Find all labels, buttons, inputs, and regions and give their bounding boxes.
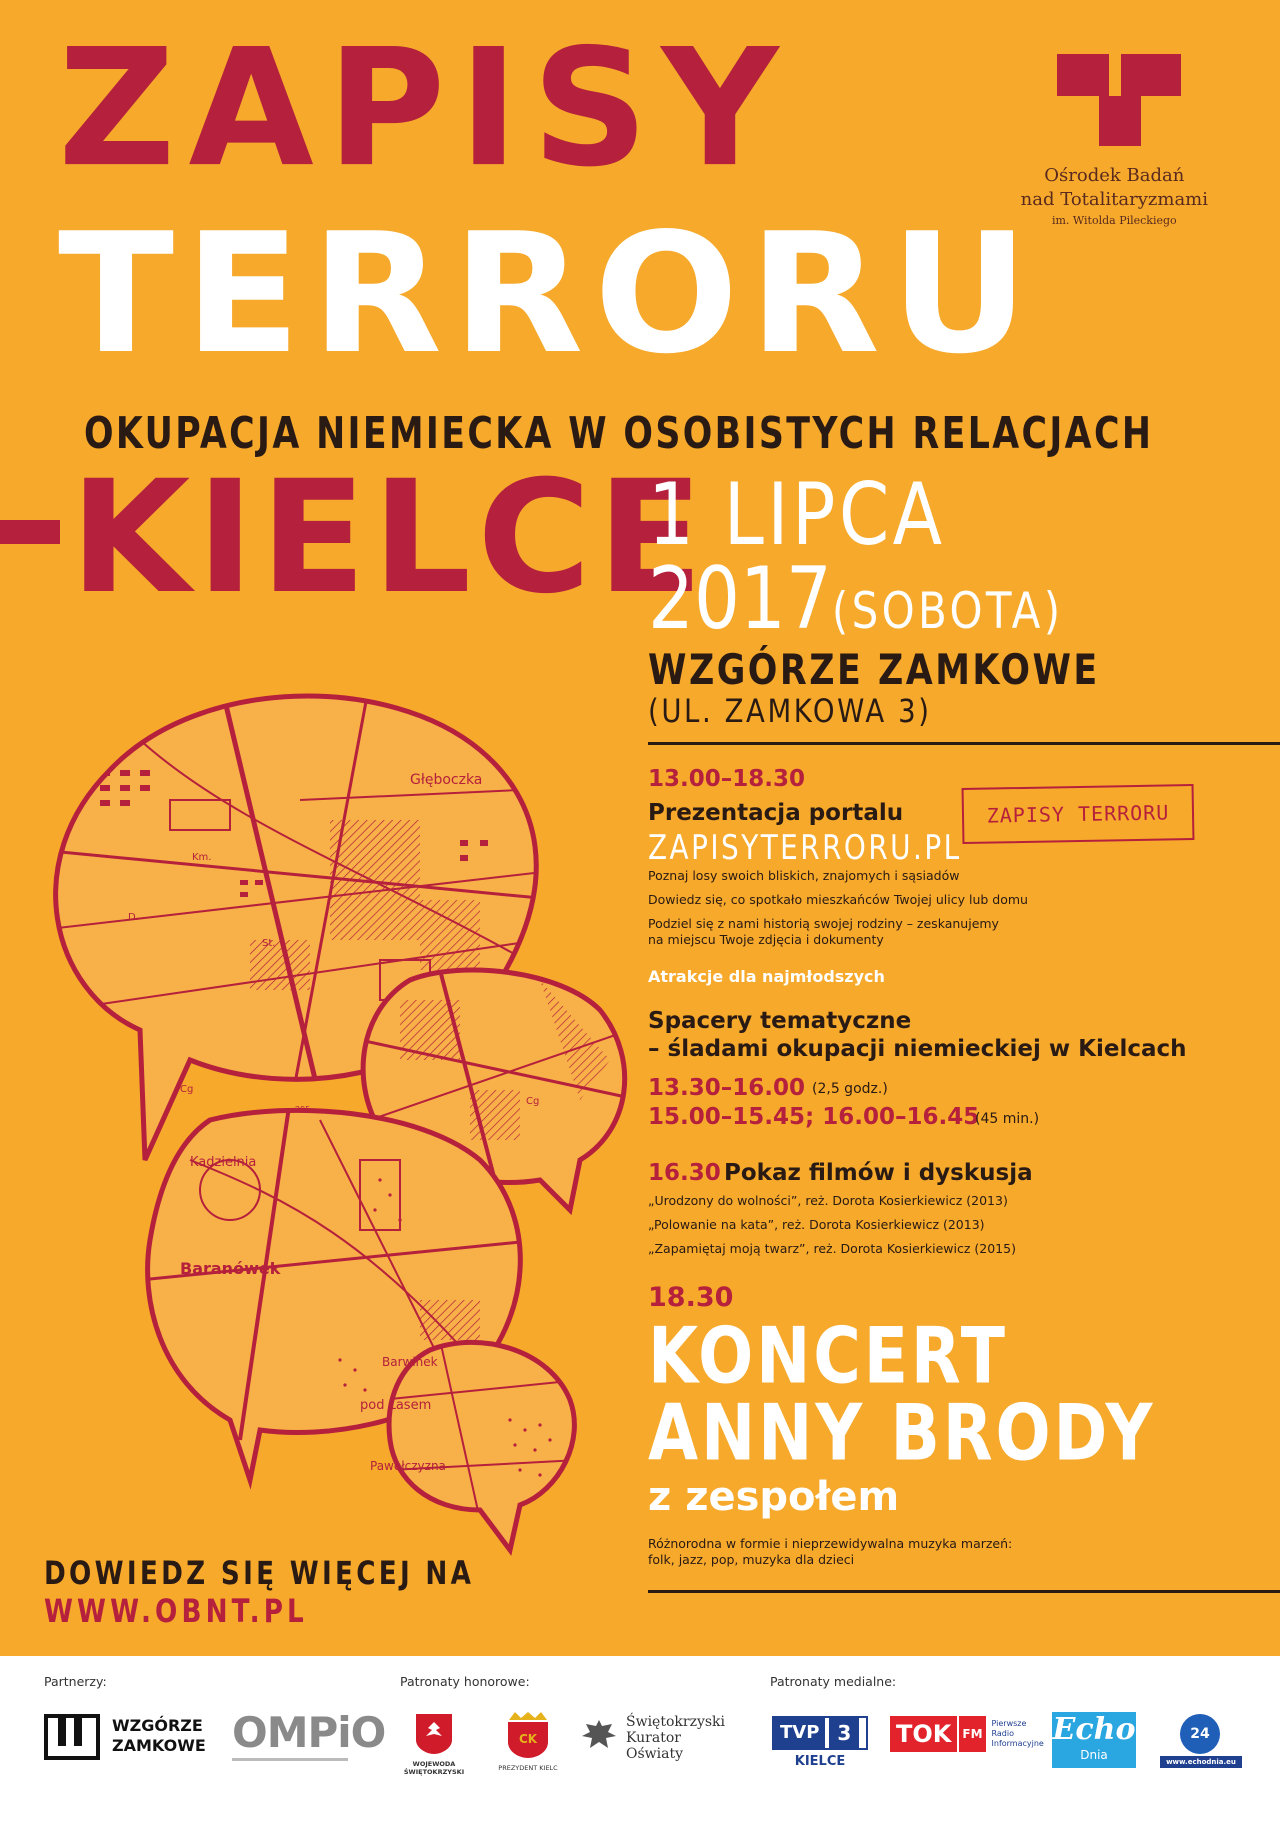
logo-line2: nad Totalitaryzmami: [1020, 189, 1208, 210]
divider-bottom: [648, 1590, 1280, 1593]
walks-time-1: 13.30–16.00: [648, 1075, 806, 1101]
subtitle: OKUPACJA NIEMIECKA W OSOBISTYCH RELACJACH: [84, 408, 1154, 459]
city-title: KIELCE: [70, 446, 710, 628]
divider-top: [648, 742, 1280, 745]
tok-text: TOK: [890, 1716, 957, 1752]
map-label: Kadzielnia: [190, 1155, 257, 1170]
walks-duration-1: (2,5 godz.): [812, 1081, 888, 1097]
year: 2017: [648, 549, 832, 649]
walks-heading: Spacery tematyczne: [648, 1008, 912, 1034]
map-label: D.: [128, 912, 139, 923]
map-label: Baranówek: [180, 1259, 281, 1278]
portal-url[interactable]: ZAPISYTERRORU.PL: [648, 828, 962, 868]
event-date: 1 LIPCA: [648, 465, 946, 565]
film-item: „Zapamiętaj moją twarz”, reż. Dorota Kosierkiewicz (2015): [648, 1241, 1016, 1256]
venue: WZGÓRZE ZAMKOWE: [648, 645, 1100, 694]
echodnia-web-logo: [1160, 1714, 1242, 1770]
map-label: Cg: [526, 1096, 540, 1107]
kurator-line1: Świętokrzyski: [626, 1714, 725, 1730]
tok-line3: Informacyjne: [991, 1739, 1044, 1748]
kids-attractions: Atrakcje dla najmłodszych: [648, 967, 885, 986]
map-label: pod Lasem: [360, 1398, 432, 1413]
obnt-logo-icon: [1055, 52, 1185, 148]
portal-item: Podziel się z nami historią swojej rodziny – zeskanujemy: [648, 916, 999, 931]
logo-line3: im. Witolda Pileckiego: [1051, 214, 1177, 227]
films-heading: Pokaz filmów i dyskusja: [724, 1160, 1033, 1186]
portal-heading: Prezentacja portalu: [648, 800, 904, 826]
walks-heading-2: – śladami okupacji niemieckiej w Kielcach: [648, 1036, 1187, 1062]
eagle-shield-icon: [414, 1712, 454, 1756]
concert-desc-2: folk, jazz, pop, muzyka dla dzieci: [648, 1552, 855, 1567]
event-year: [648, 549, 1064, 649]
ompio-text: OMPiO: [232, 1708, 386, 1757]
tok-line2: Radio: [991, 1729, 1014, 1738]
wzgorze-line2: ZAMKOWE: [112, 1736, 206, 1755]
zapisy-terroru-stamp: [962, 784, 1195, 844]
prezydent-caption: PREZYDENT KIELC: [498, 1764, 558, 1772]
wzgorze-zamkowe-logo: [112, 1716, 206, 1756]
walks-duration-2: (45 min.): [975, 1111, 1040, 1127]
concert-time: 18.30: [648, 1282, 734, 1313]
title-line2: TERRORU: [58, 198, 1039, 391]
more-info-url[interactable]: WWW.OBNT.PL: [44, 1592, 308, 1630]
map-bubble-small: [389, 1342, 574, 1550]
media-label: Patronaty medialne:: [770, 1674, 897, 1689]
footer-sponsors: [0, 1656, 1280, 1834]
kurator-logo: [626, 1714, 725, 1762]
film-item: „Polowanie na kata”, reż. Dorota Kosierkiewicz (2013): [648, 1217, 985, 1232]
map-label: Głęboczka: [410, 772, 483, 788]
tok-fm: FM: [959, 1716, 985, 1752]
wojewoda-caption-2: ŚWIĘTOKRZYSKI: [403, 1768, 465, 1776]
eagle-icon: [578, 1716, 620, 1758]
map-label: Km.: [192, 852, 212, 863]
title-line1: ZAPISY: [58, 14, 792, 203]
tvp3-logo: [772, 1716, 868, 1750]
map-label: Barwinek: [382, 1355, 438, 1369]
title-dash: [0, 520, 60, 544]
kurator-line3: Oświaty: [626, 1746, 684, 1762]
weekday: (SOBOTA): [831, 582, 1064, 640]
portal-item: Dowiedz się, co spotkało mieszkańców Twojej ulicy lub domu: [648, 892, 1028, 907]
tok-tagline: [992, 1719, 1044, 1749]
badge-24-icon: 24: [1180, 1714, 1220, 1754]
wzgorze-line1: WZGÓRZE: [112, 1716, 203, 1735]
film-item: „Urodzony do wolności”, reż. Dorota Kosierkiewicz (2013): [648, 1193, 1008, 1208]
stamp-text: ZAPISY TERRORU: [986, 800, 1170, 828]
tvp-number: 3: [829, 1718, 859, 1748]
honorary-label: Patronaty honorowe:: [400, 1674, 530, 1689]
partners-label: Partnerzy:: [44, 1674, 107, 1689]
ompio-logo: [232, 1708, 386, 1766]
map-label: Cg: [180, 1084, 194, 1095]
kurator-line2: Kurator: [626, 1730, 681, 1746]
films-time: 16.30: [648, 1160, 721, 1186]
echo-sub: Dnia: [1080, 1748, 1108, 1762]
portal-item: Poznaj losy swoich bliskich, znajomych i sąsiadów: [648, 868, 960, 883]
ck-text: CK: [518, 1732, 538, 1746]
echo-dnia-logo: [1052, 1712, 1136, 1768]
wojewoda-caption-1: WOJEWODA: [412, 1760, 456, 1768]
walks-time-2: 15.00–15.45; 16.00–16.45: [648, 1104, 980, 1130]
logo-line1: Ośrodek Badań: [1044, 165, 1185, 186]
concert-title-1: KONCERT: [648, 1311, 1008, 1402]
map-label: St.: [262, 938, 276, 949]
map-label: Pawełczyzna: [370, 1459, 446, 1473]
wojewoda-caption: [396, 1760, 472, 1776]
map-label: 295: [295, 1105, 311, 1114]
concert-desc-1: Różnorodna w formie i nieprzewidywalna muzyka marzeń:: [648, 1536, 1013, 1551]
portal-time: 13.00–18.30: [648, 766, 806, 792]
tok-line1: Pierwsze: [991, 1719, 1027, 1728]
portal-item: na miejscu Twoje zdjęcia i dokumenty: [648, 932, 884, 947]
tvp-text: TVP: [774, 1718, 825, 1748]
tokfm-logo: [890, 1716, 1044, 1752]
concert-title-2: ANNY BRODY: [648, 1388, 1156, 1479]
echo-text: Echo: [1052, 1712, 1136, 1747]
ompio-underline: [232, 1758, 348, 1761]
wzgorze-zamkowe-logo-icon: [44, 1714, 100, 1760]
venue-address: (UL. ZAMKOWA 3): [648, 692, 932, 730]
tvp-city: KIELCE: [794, 1754, 846, 1769]
obnt-logo-text: [1021, 164, 1208, 230]
map-speech-bubbles: [40, 680, 660, 1560]
more-info-label: DOWIEDZ SIĘ WIĘCEJ NA: [44, 1554, 475, 1592]
concert-title-3: z zespołem: [648, 1474, 900, 1520]
echodnia-url: www.echodnia.eu: [1160, 1756, 1242, 1768]
